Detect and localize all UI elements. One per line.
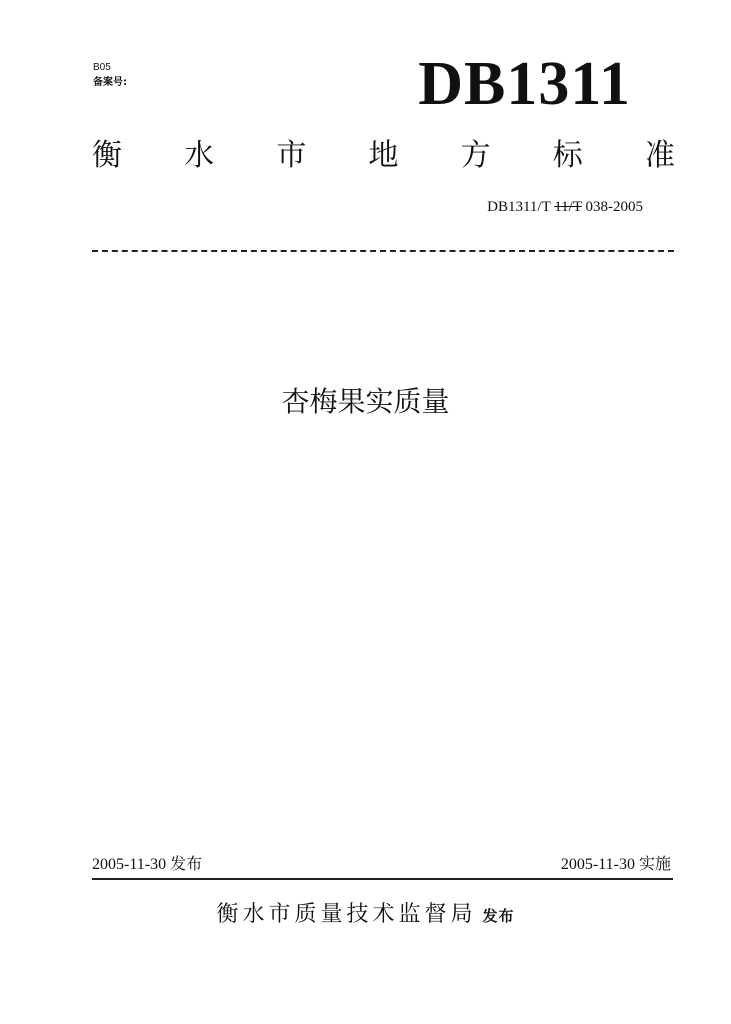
title-char: 方 xyxy=(460,138,491,173)
implementation-date: 2005-11-30 实施 xyxy=(560,856,671,873)
footer-divider xyxy=(92,878,673,880)
standard-number-prefix: DB1311/T xyxy=(487,199,555,215)
title-char: 衡 xyxy=(92,138,122,173)
standard-number-struck: 11/T xyxy=(554,199,582,215)
title-char: 水 xyxy=(184,138,215,173)
filing-number-label: 备案号: xyxy=(93,77,127,88)
issuer-name: 衡水市质量技术监督局 xyxy=(216,902,477,927)
issue-date: 2005-11-30 发布 xyxy=(92,856,203,873)
standard-number xyxy=(487,197,643,217)
title-char: 市 xyxy=(276,138,307,173)
header-divider xyxy=(92,250,674,252)
title-char: 地 xyxy=(368,138,399,173)
title-char: 标 xyxy=(552,138,583,173)
document-title: 杏梅果实质量 xyxy=(281,385,450,418)
issuing-authority xyxy=(0,897,731,934)
classification-code: B05 xyxy=(93,62,111,73)
issuer-action: 发布 xyxy=(482,907,515,925)
standard-number-suffix: 038-2005 xyxy=(581,199,643,215)
standard-code-heading: DB1311 xyxy=(418,50,631,118)
title-char: 准 xyxy=(644,138,675,173)
standard-type-title xyxy=(92,134,675,178)
